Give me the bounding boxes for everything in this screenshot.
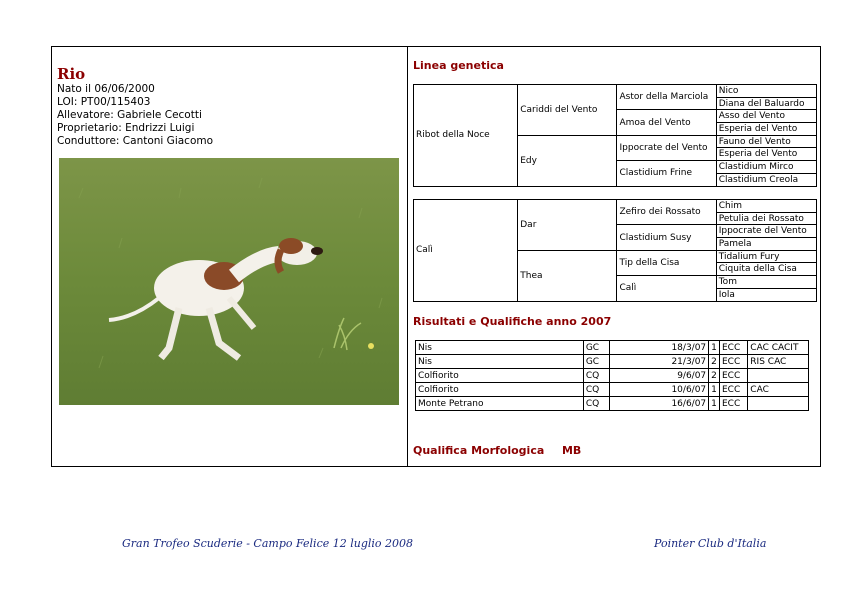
- result-grade: ECC: [720, 383, 748, 397]
- result-type: CQ: [583, 383, 609, 397]
- dam-ancestor: Tom: [716, 276, 816, 289]
- dog-card: [51, 46, 821, 467]
- sire-ancestor: Clastidium Creola: [716, 173, 816, 186]
- result-type: CQ: [583, 397, 609, 411]
- dam-ancestor: Chim: [716, 200, 816, 213]
- footer-event: Gran Trofeo Scuderie - Campo Felice 12 luglio 2008: [122, 537, 414, 550]
- table-row: [416, 355, 809, 369]
- results-title: Risultati e Qualifiche anno 2007: [413, 315, 612, 328]
- sire-grandparent: Amoa del Vento: [617, 110, 716, 135]
- handler: Conduttore: Cantoni Giacomo: [57, 135, 214, 147]
- footer-club: Pointer Club d'Italia: [654, 537, 767, 550]
- morphological-qualification: [413, 444, 581, 457]
- result-type: GC: [583, 341, 609, 355]
- result-award: [748, 369, 809, 383]
- result-grade: ECC: [720, 341, 748, 355]
- result-place: Colfiorito: [416, 383, 584, 397]
- sire-ancestor: Fauno del Vento: [716, 135, 816, 148]
- dog-info: [57, 66, 402, 148]
- result-position: 1: [709, 383, 720, 397]
- dog-photo: [59, 158, 399, 405]
- pedigree-sire-table: [413, 84, 817, 187]
- loi-number: LOI: PT00/115403: [57, 96, 151, 108]
- result-position: 2: [709, 355, 720, 369]
- result-date: 9/6/07: [610, 369, 709, 383]
- dam-ancestor: Ciquita della Cisa: [716, 263, 816, 276]
- dam-ancestor: Iola: [716, 288, 816, 301]
- sire-name: Ribot della Noce: [414, 85, 518, 187]
- dam-grandparent: Calì: [617, 276, 716, 301]
- sire-ancestor: Diana del Baluardo: [716, 97, 816, 110]
- dam-ancestor: Petulia dei Rossato: [716, 212, 816, 225]
- sire-grandparent: Clastidium Frine: [617, 161, 716, 186]
- sire-ancestor: Clastidium Mirco: [716, 161, 816, 174]
- pedigree-dam-table: [413, 199, 817, 302]
- result-grade: ECC: [720, 369, 748, 383]
- result-position: 1: [709, 397, 720, 411]
- result-position: 1: [709, 341, 720, 355]
- dam-grandparent: Tip della Cisa: [617, 250, 716, 275]
- dam-ancestor: Tidalium Fury: [716, 250, 816, 263]
- result-place: Nis: [416, 341, 584, 355]
- sire-ancestor: Esperia del Vento: [716, 123, 816, 136]
- result-award: CAC CACIT: [748, 341, 809, 355]
- sire-parent: Cariddi del Vento: [518, 85, 617, 136]
- dam-grandparent: Zefiro dei Rossato: [617, 200, 716, 225]
- column-divider: [407, 47, 408, 466]
- sire-parent: Edy: [518, 135, 617, 186]
- result-position: 2: [709, 369, 720, 383]
- table-row: [416, 369, 809, 383]
- result-grade: ECC: [720, 355, 748, 369]
- morph-value: MB: [561, 444, 582, 457]
- result-date: 16/6/07: [610, 397, 709, 411]
- results-table: [415, 340, 809, 411]
- birth-date: Nato il 06/06/2000: [57, 83, 155, 95]
- dam-grandparent: Clastidium Susy: [617, 225, 716, 250]
- dam-name: Calì: [414, 200, 518, 302]
- owner: Proprietario: Endrizzi Luigi: [57, 122, 195, 134]
- result-place: Monte Petrano: [416, 397, 584, 411]
- sire-ancestor: Nico: [716, 85, 816, 98]
- sire-grandparent: Astor della Marciola: [617, 85, 716, 110]
- pedigree-title: Linea genetica: [413, 59, 504, 72]
- dog-name: Rio: [57, 65, 86, 83]
- result-award: RIS CAC: [748, 355, 809, 369]
- result-type: GC: [583, 355, 609, 369]
- result-award: [748, 397, 809, 411]
- dam-ancestor: Ippocrate del Vento: [716, 225, 816, 238]
- sire-grandparent: Ippocrate del Vento: [617, 135, 716, 160]
- table-row: [416, 383, 809, 397]
- result-place: Nis: [416, 355, 584, 369]
- dam-parent: Thea: [518, 250, 617, 301]
- sire-ancestor: Asso del Vento: [716, 110, 816, 123]
- breeder: Allevatore: Gabriele Cecotti: [57, 109, 202, 121]
- morph-label: Qualifica Morfologica: [413, 444, 545, 457]
- result-date: 10/6/07: [610, 383, 709, 397]
- result-type: CQ: [583, 369, 609, 383]
- table-row: [416, 341, 809, 355]
- result-award: CAC: [748, 383, 809, 397]
- result-grade: ECC: [720, 397, 748, 411]
- result-date: 21/3/07: [610, 355, 709, 369]
- dam-parent: Dar: [518, 200, 617, 251]
- table-row: [416, 397, 809, 411]
- result-date: 18/3/07: [610, 341, 709, 355]
- dam-ancestor: Pamela: [716, 238, 816, 251]
- sire-ancestor: Esperia del Vento: [716, 148, 816, 161]
- result-place: Colfiorito: [416, 369, 584, 383]
